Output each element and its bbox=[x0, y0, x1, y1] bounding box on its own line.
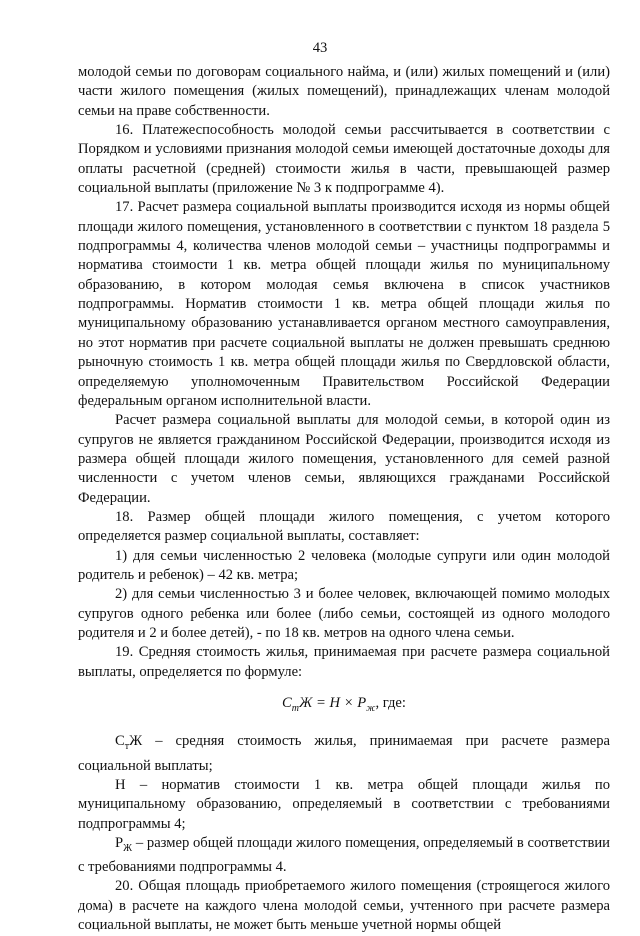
paragraph-19: 19. Средняя стоимость жилья, принимаемая при расчете размера социальной выплаты, определяется по формуле: bbox=[78, 644, 610, 680]
definition-norm bbox=[78, 776, 610, 834]
paragraph-18: 18. Размер общей площади жилого помещения, с учетом которого определяется размер социальной выплаты, составляет: bbox=[78, 508, 610, 545]
formula-rhs-sub: ж bbox=[366, 702, 376, 714]
paragraph-continuation: молодой семьи по договорам социального найма, и (или) жилых помещений и (или) части жилого помещения (жилых помещений), принадлежащих членам молодой семьи на праве собственности. bbox=[78, 64, 610, 119]
definition-term: $С_тЖ$ bbox=[115, 733, 143, 753]
formula bbox=[78, 694, 610, 718]
definition-text: – средняя стоимость жилья, принимаемая при расчете размера социальной выплаты; bbox=[78, 733, 610, 774]
paragraph-17-foreign-spouse: Расчет размера социальной выплаты для молодой семьи, в которой один из супругов не является гражданином Российской Федерации, производится исходя из размера общей площади жилого помещения, установленного для семей разной численности с учетом членов семьи, являющихся гражданами Российской Федерации. bbox=[78, 412, 610, 506]
document-body bbox=[78, 63, 610, 936]
paragraph-20: 20. Общая площадь приобретаемого жилого помещения (строящегося жилого дома) в расчете на каждого члена молодой семьи, учтенного при расчете размера социальной выплаты, не может быть меньше учетной нормы общей bbox=[78, 878, 610, 934]
definition-text: – норматив стоимости 1 кв. метра общей площади жилья по муниципальному образованию, определяемый в соответствии с требованиями подпрограммы 4; bbox=[78, 776, 610, 832]
definition-term: Н bbox=[115, 776, 126, 793]
definition-average-cost bbox=[78, 732, 610, 776]
paragraph-17: 17. Расчет размера социальной выплаты производится исходя из нормы общей площади жилого помещения, установленного в соответствии с пунктом 18 раздела 5 подпрограммы 4, количества членов молодой семьи – участницы подпрограммы и норматива стоимости 1 кв. метра общей площади жилья по муниципальному образованию, в котором молодая семья включена в список участников подпрограммы. Норматив стоимости 1 кв. метра общей площади жилья по муниципальному образованию устанавливается органом местного самоуправления, но этот норматив при расчете социальной выплаты не должен превышать среднюю рыночную стоимость 1 кв. метра общей площади жилья по Свердловской области, определяемую уполномоченным Правительством Российской Федерации федеральным органом исполнительной власти. bbox=[78, 199, 610, 409]
paragraph-16: 16. Платежеспособность молодой семьи рассчитывается в соответствии с Порядком и условиями признания молодой семьи имеющей достаточные доходы для оплаты расчетной (средней) стоимости жилья в части, превышающей размер социальной выплаты (приложение № 3 к подпрограмме 4). bbox=[78, 122, 610, 197]
formula-lhs-sub: т bbox=[291, 702, 299, 714]
paragraph-18-item-2: 2) для семьи численностью 3 и более человек, включающей помимо молодых супругов одного ребенка или более (либо семьи, состоящей из одного молодого родителя и 2 и более детей), - по 18 кв. метров на одного члена семьи. bbox=[78, 586, 610, 641]
definition-area bbox=[78, 834, 610, 878]
definition-text: – размер общей площади жилого помещения, определяемый в соответствии с требованиями подпрограммы 4. bbox=[78, 834, 610, 876]
formula-suffix: , где: bbox=[375, 695, 406, 711]
paragraph-18-item-1: 1) для семьи численностью 2 человека (молодые супруги или один молодой родитель и ребенок) – 42 кв. метра; bbox=[78, 547, 610, 583]
page-number: 43 bbox=[312, 40, 328, 56]
formula-lhs-rest: Ж = Н × Р bbox=[299, 695, 367, 711]
definition-term: $Р_Ж$ bbox=[115, 834, 133, 854]
formula-lhs-main: С bbox=[282, 695, 292, 711]
